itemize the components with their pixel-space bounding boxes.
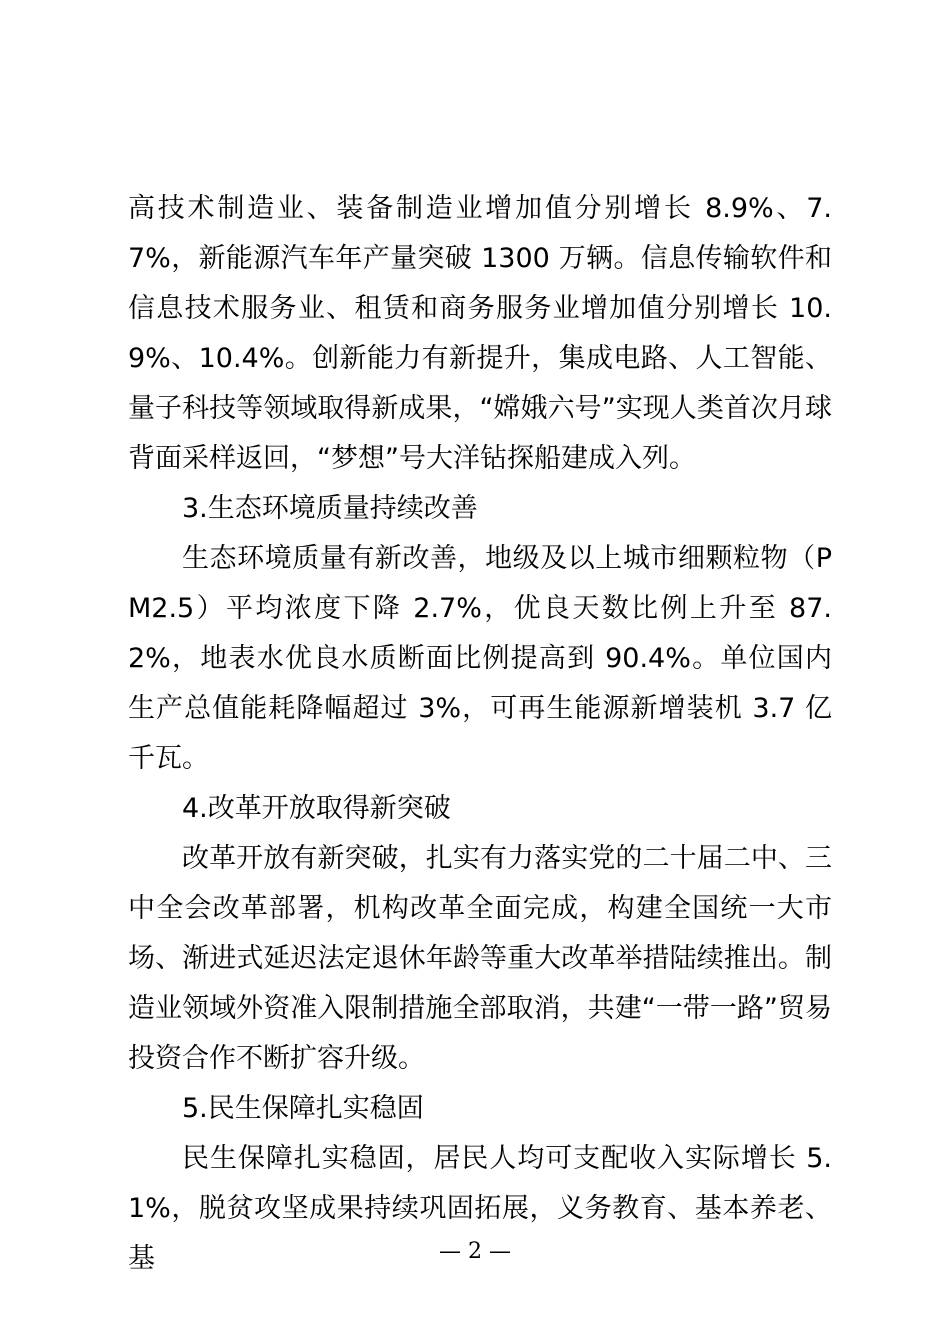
section-heading-3: 3.生态环境质量持续改善 (182, 493, 478, 524)
paragraph-continuation: 高技术制造业、装备制造业增加值分别增长 8.9%、7.7%，新能源汽车年产量突破 1300 万辆。信息传输软件和信息技术服务业、租赁和商务服务业增加值分别增长 10.9%、10.4%。创新能力有新提升，集成电路、人工智能、量子科技等领域取得新成果，“嫦娥六号”实现人类首次月球背面采样返回，“梦想”号大洋钻探船建成入列。 (128, 193, 832, 474)
document-body (128, 184, 832, 1284)
section-heading-5: 5.民生保障扎实稳固 (182, 1093, 424, 1124)
paragraph-reform: 改革开放有新突破，扎实有力落实党的二十届二中、三中全会改革部署，机构改革全面完成，构建全国统一大市场、渐进式延迟法定退休年龄等重大改革举措陆续推出。制造业领域外资准入限制措施全部取消，共建“一带一路”贸易投资合作不断扩容升级。 (128, 843, 832, 1074)
paragraph-ecology: 生态环境质量有新改善，地级及以上城市细颗粒物（PM2.5）平均浓度下降 2.7%，优良天数比例上升至 87.2%，地表水优良水质断面比例提高到 90.4%。单位国内生产总值能耗降幅超过 3%，可再生能源新增装机 3.7 亿千瓦。 (128, 543, 832, 774)
paragraph-livelihood: 民生保障扎实稳固，居民人均可支配收入实际增长 5.1%，脱贫攻坚成果持续巩固拓展，义务教育、基本养老、基 (128, 1143, 832, 1274)
page-number: — 2 — (439, 1239, 511, 1264)
section-heading-4: 4.改革开放取得新突破 (182, 793, 451, 824)
